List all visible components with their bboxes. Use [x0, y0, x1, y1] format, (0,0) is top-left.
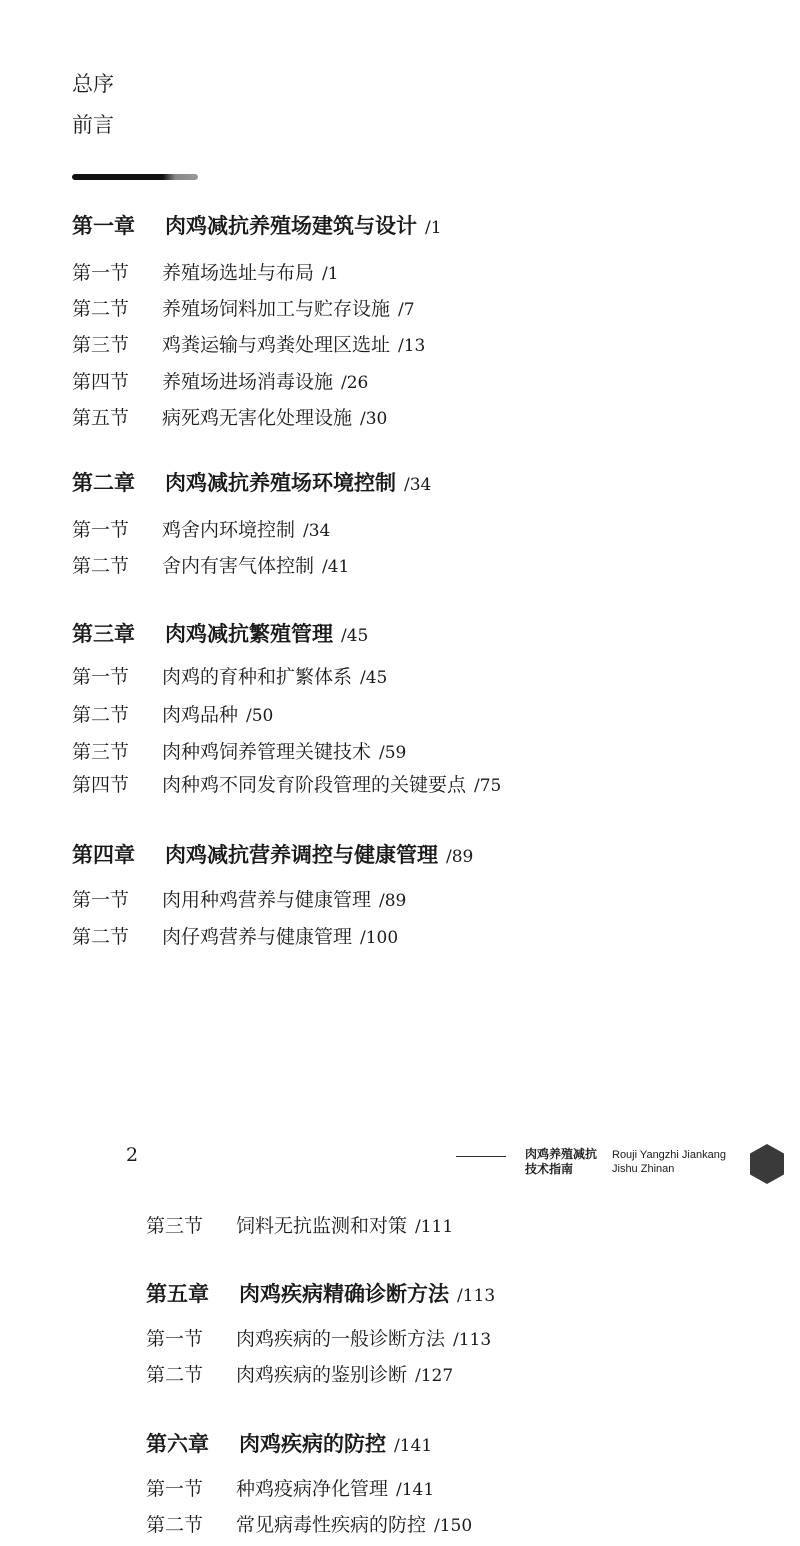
- hexagon-icon: [748, 1142, 786, 1186]
- section-label: 第一节: [72, 889, 130, 911]
- section-label: 第三节: [72, 334, 130, 356]
- chapter-label: 第二章: [72, 471, 135, 495]
- section-title: 肉鸡疾病的一般诊断方法: [236, 1328, 446, 1350]
- section-page: /1: [322, 264, 339, 284]
- section-label: 第一节: [146, 1328, 204, 1350]
- section-title: 肉种鸡不同发育阶段管理的关键要点: [162, 774, 467, 796]
- section-title: 肉种鸡饲养管理关键技术: [162, 741, 372, 763]
- section-entry: [72, 258, 339, 285]
- preface: 前言: [72, 113, 114, 137]
- section-title: 鸡粪运输与鸡粪处理区选址: [162, 334, 391, 356]
- chapter-title: 肉鸡减抗养殖场建筑与设计: [165, 214, 417, 238]
- section-entry: [72, 770, 501, 797]
- section-title: 病死鸡无害化处理设施: [162, 407, 353, 429]
- section-label: 第二节: [72, 555, 130, 577]
- section-title: 舍内有害气体控制: [162, 555, 315, 577]
- section-entry: [72, 922, 398, 949]
- section-label: 第二节: [72, 926, 130, 948]
- section-page: /50: [246, 706, 274, 726]
- header-en-line2: Jishu Zhinan: [612, 1163, 675, 1175]
- header-en-line1: Rouji Yangzhi Jiankang: [612, 1149, 726, 1161]
- section-page: /45: [360, 668, 388, 688]
- section-entry: [146, 1211, 453, 1238]
- section-entry: [72, 551, 349, 578]
- section-page: /41: [322, 557, 350, 577]
- chapter-page: /89: [446, 847, 474, 867]
- chapter-3-entry: [72, 618, 368, 648]
- section-label: 第二节: [146, 1514, 204, 1536]
- section-page: /7: [398, 300, 415, 320]
- chapter-label: 第一章: [72, 214, 135, 238]
- chapter-label: 第三章: [72, 622, 135, 646]
- section-page: /13: [398, 336, 426, 356]
- section-label: 第五节: [72, 407, 130, 429]
- preface-general: 总序: [72, 72, 114, 96]
- section-title: 鸡舍内环境控制: [162, 519, 296, 541]
- section-entry: [72, 662, 387, 689]
- running-header-cn: [525, 1147, 597, 1177]
- section-title: 养殖场饲料加工与贮存设施: [162, 298, 391, 320]
- chapter-title: 肉鸡疾病精确诊断方法: [239, 1282, 449, 1306]
- section-label: 第一节: [72, 519, 130, 541]
- section-title: 常见病毒性疾病的防控: [236, 1514, 427, 1536]
- divider-bar: [72, 174, 198, 180]
- section-title: 饲料无抗监测和对策: [236, 1215, 408, 1237]
- section-title: 肉仔鸡营养与健康管理: [162, 926, 353, 948]
- section-label: 第三节: [146, 1215, 204, 1237]
- section-entry: [72, 403, 387, 430]
- section-label: 第一节: [72, 666, 130, 688]
- chapter-page: /45: [341, 626, 369, 646]
- section-label: 第二节: [146, 1364, 204, 1386]
- section-entry: [146, 1510, 472, 1537]
- section-entry: [72, 885, 406, 912]
- section-title: 种鸡疫病净化管理: [236, 1478, 389, 1500]
- section-entry: [146, 1474, 434, 1501]
- section-label: 第四节: [72, 371, 130, 393]
- page-number: 2: [126, 1144, 139, 1166]
- section-entry: [146, 1324, 491, 1351]
- chapter-page: /141: [394, 1436, 433, 1456]
- section-label: 第三节: [72, 741, 130, 763]
- chapter-title: 肉鸡减抗繁殖管理: [165, 622, 333, 646]
- chapter-2-entry: [72, 467, 431, 497]
- section-title: 肉用种鸡营养与健康管理: [162, 889, 372, 911]
- chapter-page: /113: [457, 1286, 496, 1306]
- header-rule: [456, 1156, 506, 1157]
- section-entry: [72, 294, 415, 321]
- section-page: /26: [341, 373, 369, 393]
- section-title: 肉鸡的育种和扩繁体系: [162, 666, 353, 688]
- section-label: 第二节: [72, 704, 130, 726]
- toc-page-2: [0, 1080, 800, 1546]
- chapter-label: 第四章: [72, 843, 135, 867]
- section-title: 肉鸡品种: [162, 704, 239, 726]
- chapter-5-entry: [146, 1278, 495, 1308]
- chapter-title: 肉鸡减抗养殖场环境控制: [165, 471, 396, 495]
- section-entry: [146, 1360, 453, 1387]
- section-page: /141: [396, 1480, 435, 1500]
- section-entry: [72, 515, 330, 542]
- section-page: /111: [415, 1217, 454, 1237]
- section-page: /89: [379, 891, 407, 911]
- section-label: 第二节: [72, 298, 130, 320]
- section-label: 第一节: [146, 1478, 204, 1500]
- section-entry: [72, 737, 406, 764]
- section-entry: [72, 367, 368, 394]
- section-page: /30: [360, 409, 388, 429]
- header-cn-line1: 肉鸡养殖减抗: [525, 1147, 598, 1161]
- section-title: 养殖场进场消毒设施: [162, 371, 334, 393]
- section-page: /127: [415, 1366, 454, 1386]
- section-label: 第一节: [72, 262, 130, 284]
- section-page: /100: [360, 928, 399, 948]
- section-page: /113: [453, 1330, 492, 1350]
- chapter-page: /34: [404, 475, 432, 495]
- chapter-label: 第五章: [146, 1282, 209, 1306]
- chapter-label: 第六章: [146, 1432, 209, 1456]
- section-entry: [72, 330, 425, 357]
- section-page: /34: [303, 521, 331, 541]
- chapter-title: 肉鸡减抗营养调控与健康管理: [165, 843, 438, 867]
- section-label: 第四节: [72, 774, 130, 796]
- section-page: /150: [434, 1516, 473, 1536]
- section-page: /59: [379, 743, 407, 763]
- chapter-6-entry: [146, 1428, 432, 1458]
- section-entry: [72, 700, 273, 727]
- chapter-title: 肉鸡疾病的防控: [239, 1432, 386, 1456]
- section-title: 养殖场选址与布局: [162, 262, 315, 284]
- section-title: 肉鸡疾病的鉴别诊断: [236, 1364, 408, 1386]
- section-page: /75: [474, 776, 502, 796]
- header-cn-line2: 技术指南: [525, 1162, 574, 1176]
- chapter-1-entry: [72, 210, 442, 240]
- chapter-4-entry: [72, 839, 473, 869]
- running-header-en: [612, 1148, 726, 1176]
- chapter-page: /1: [425, 218, 442, 238]
